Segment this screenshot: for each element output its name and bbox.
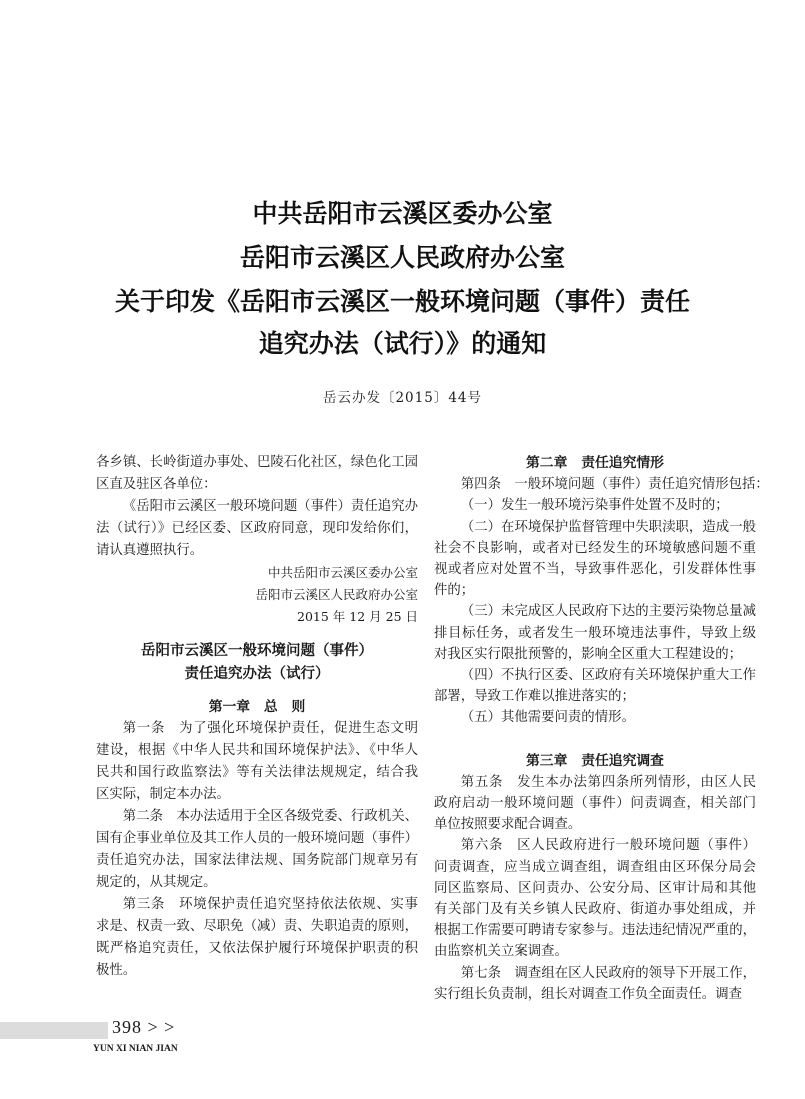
text-line: 实行组长负责制，组长对调查工作负全面责任。调查: [434, 986, 742, 1002]
text-line: 规定的，从其规定。: [96, 875, 217, 890]
text-line: （四）不执行区委、区政府有关环境保护重大工作: [460, 668, 756, 684]
text-line: 既严格追究责任，又依法保护履行环境保护职责的积: [96, 941, 418, 956]
chapter-heading: [96, 696, 418, 718]
paragraph: [434, 665, 756, 707]
spacer: [96, 686, 418, 696]
text-line: 责任追究办法，国家法律法规、国务院部门规章另有: [96, 853, 418, 868]
section-title-line: 岳阳市云溪区一般环境问题（事件）: [141, 643, 373, 659]
text-line: 同区监察局、区问责办、公安分局、区审计局和其他: [434, 880, 756, 896]
text-line: 政府启动一般环境问题（事件）问责调查，相关部门: [434, 796, 756, 812]
text-line: 国有企事业单位及其工作人员的一般环境问题（事件）: [96, 831, 418, 846]
footer-bar: [0, 1022, 108, 1039]
paragraph: [96, 496, 418, 562]
text-line: 视或者应对处置不当，导致事件恶化，引发群体性事: [434, 562, 756, 578]
text-line: （三）未完成区人民政府下达的主要污染物总量减: [460, 604, 756, 620]
title-line: 追究办法（试行）》的通知: [258, 329, 547, 358]
left-column: [96, 452, 418, 982]
text-line: 第二条 本办法适用于全区各级党委、行政机关、: [122, 809, 418, 824]
chapter-heading: [434, 751, 756, 772]
text-line: 第三条 环境保护责任追究坚持依法依规、实事: [122, 897, 418, 912]
document-title: [0, 192, 805, 364]
text-line: 区实际，制定本办法。: [96, 787, 230, 802]
text-line: 各乡镇、长岭街道办事处、巴陵石化社区，绿色化工园: [96, 455, 418, 470]
title-line: 关于印发《岳阳市云溪区一般环境问题（事件）责任: [114, 287, 690, 316]
text-line: 对我区实行限批预警的，影响全区重大工程建设的；: [434, 646, 742, 662]
text-line: 法（试行）》已经区委、区政府同意，现印发给你们，: [96, 521, 418, 536]
publication-name: YUN XI NIAN JIAN: [93, 1044, 178, 1054]
chapter-heading-line: 第二章 责任追究情形: [526, 455, 664, 471]
paragraph: [434, 963, 756, 1005]
text-line: 区直及驻区各单位：: [96, 477, 217, 492]
title-line: 中共岳阳市云溪区委办公室: [252, 199, 553, 228]
section-title: [96, 640, 418, 686]
text-line: 建设，根据《中华人民共和国环境保护法》、《中华人: [96, 743, 418, 758]
text-line: 部署，导致工作难以推进落实的；: [434, 689, 635, 705]
signature-block-line: 中共岳阳市云溪区委办公室: [267, 565, 418, 580]
paragraph: [96, 806, 418, 894]
paragraph: [434, 601, 756, 665]
paragraph: [96, 718, 418, 806]
signature-block-line: 2015 年 12 月 25 日: [297, 609, 418, 624]
paragraph: [434, 495, 756, 516]
paragraph: [434, 772, 756, 836]
chapter-heading: [434, 453, 756, 474]
text-line: 请认真遵照执行。: [96, 543, 204, 558]
paragraph: [434, 707, 756, 728]
text-line: 有关部门及有关乡镇人民政府、街道办事处组成，并: [434, 902, 756, 918]
text-line: 单位按照要求配合调查。: [434, 817, 582, 833]
text-line: 排目标任务，或者发生一般环境违法事件，导致上级: [434, 625, 756, 641]
right-column: [434, 453, 769, 1005]
text-line: 第四条 一般环境问题（事件）责任追究情形包括：: [460, 477, 769, 493]
paragraph: [434, 835, 756, 962]
text-line: 社会不良影响，或者对已经发生的环境敏感问题不重: [434, 540, 756, 556]
text-line: 极性。: [96, 963, 137, 978]
paragraph: [96, 452, 418, 496]
section-title-line: 责任追究办法（试行）: [184, 666, 330, 682]
text-line: 第一条 为了强化环境保护责任，促进生态文明: [122, 721, 418, 736]
paragraph: [434, 474, 769, 495]
text-line: （一）发生一般环境污染事件处置不及时的；: [460, 498, 729, 514]
text-line: 《岳阳市云溪区一般环境问题（事件）责任追究办: [122, 499, 418, 514]
paragraph: [434, 517, 756, 602]
signature-block: [96, 562, 418, 628]
paragraph: [96, 894, 418, 982]
text-line: （二）在环境保护监督管理中失职渎职，造成一般: [460, 519, 756, 535]
spacer: [96, 628, 418, 640]
chapter-heading-line: 第一章 总 则: [208, 699, 306, 715]
text-line: 根据工作需要可聘请专家参与。违法违纪情况严重的，: [434, 923, 756, 939]
page-number: 398 > >: [112, 1017, 176, 1037]
text-line: 第六条 区人民政府进行一般环境问题（事件）: [460, 838, 756, 854]
text-line: （五）其他需要问责的情形。: [460, 710, 635, 726]
text-line: 第七条 调查组在区人民政府的领导下开展工作，: [460, 965, 756, 981]
text-line: 问责调查，应当成立调查组，调查组由区环保分局会: [434, 859, 756, 875]
text-line: 第五条 发生本办法第四条所列情形，由区人民: [460, 774, 756, 790]
chapter-heading-line: 第三章 责任追究调查: [526, 752, 664, 769]
text-line: 由监察机关立案调查。: [434, 944, 568, 960]
signature-block-line: 岳阳市云溪区人民政府办公室: [255, 587, 418, 602]
text-line: 件的；: [434, 583, 475, 599]
document-number: 岳云办发〔2015〕44号: [322, 390, 483, 406]
text-line: 求是、权责一致、尽职免（减）责、失职追责的原则，: [96, 919, 418, 934]
text-line: 民共和国行政监察法》等有关法律法规规定，结合我: [96, 765, 418, 780]
title-line: 岳阳市云溪区人民政府办公室: [239, 243, 565, 272]
spacer: [434, 729, 756, 751]
